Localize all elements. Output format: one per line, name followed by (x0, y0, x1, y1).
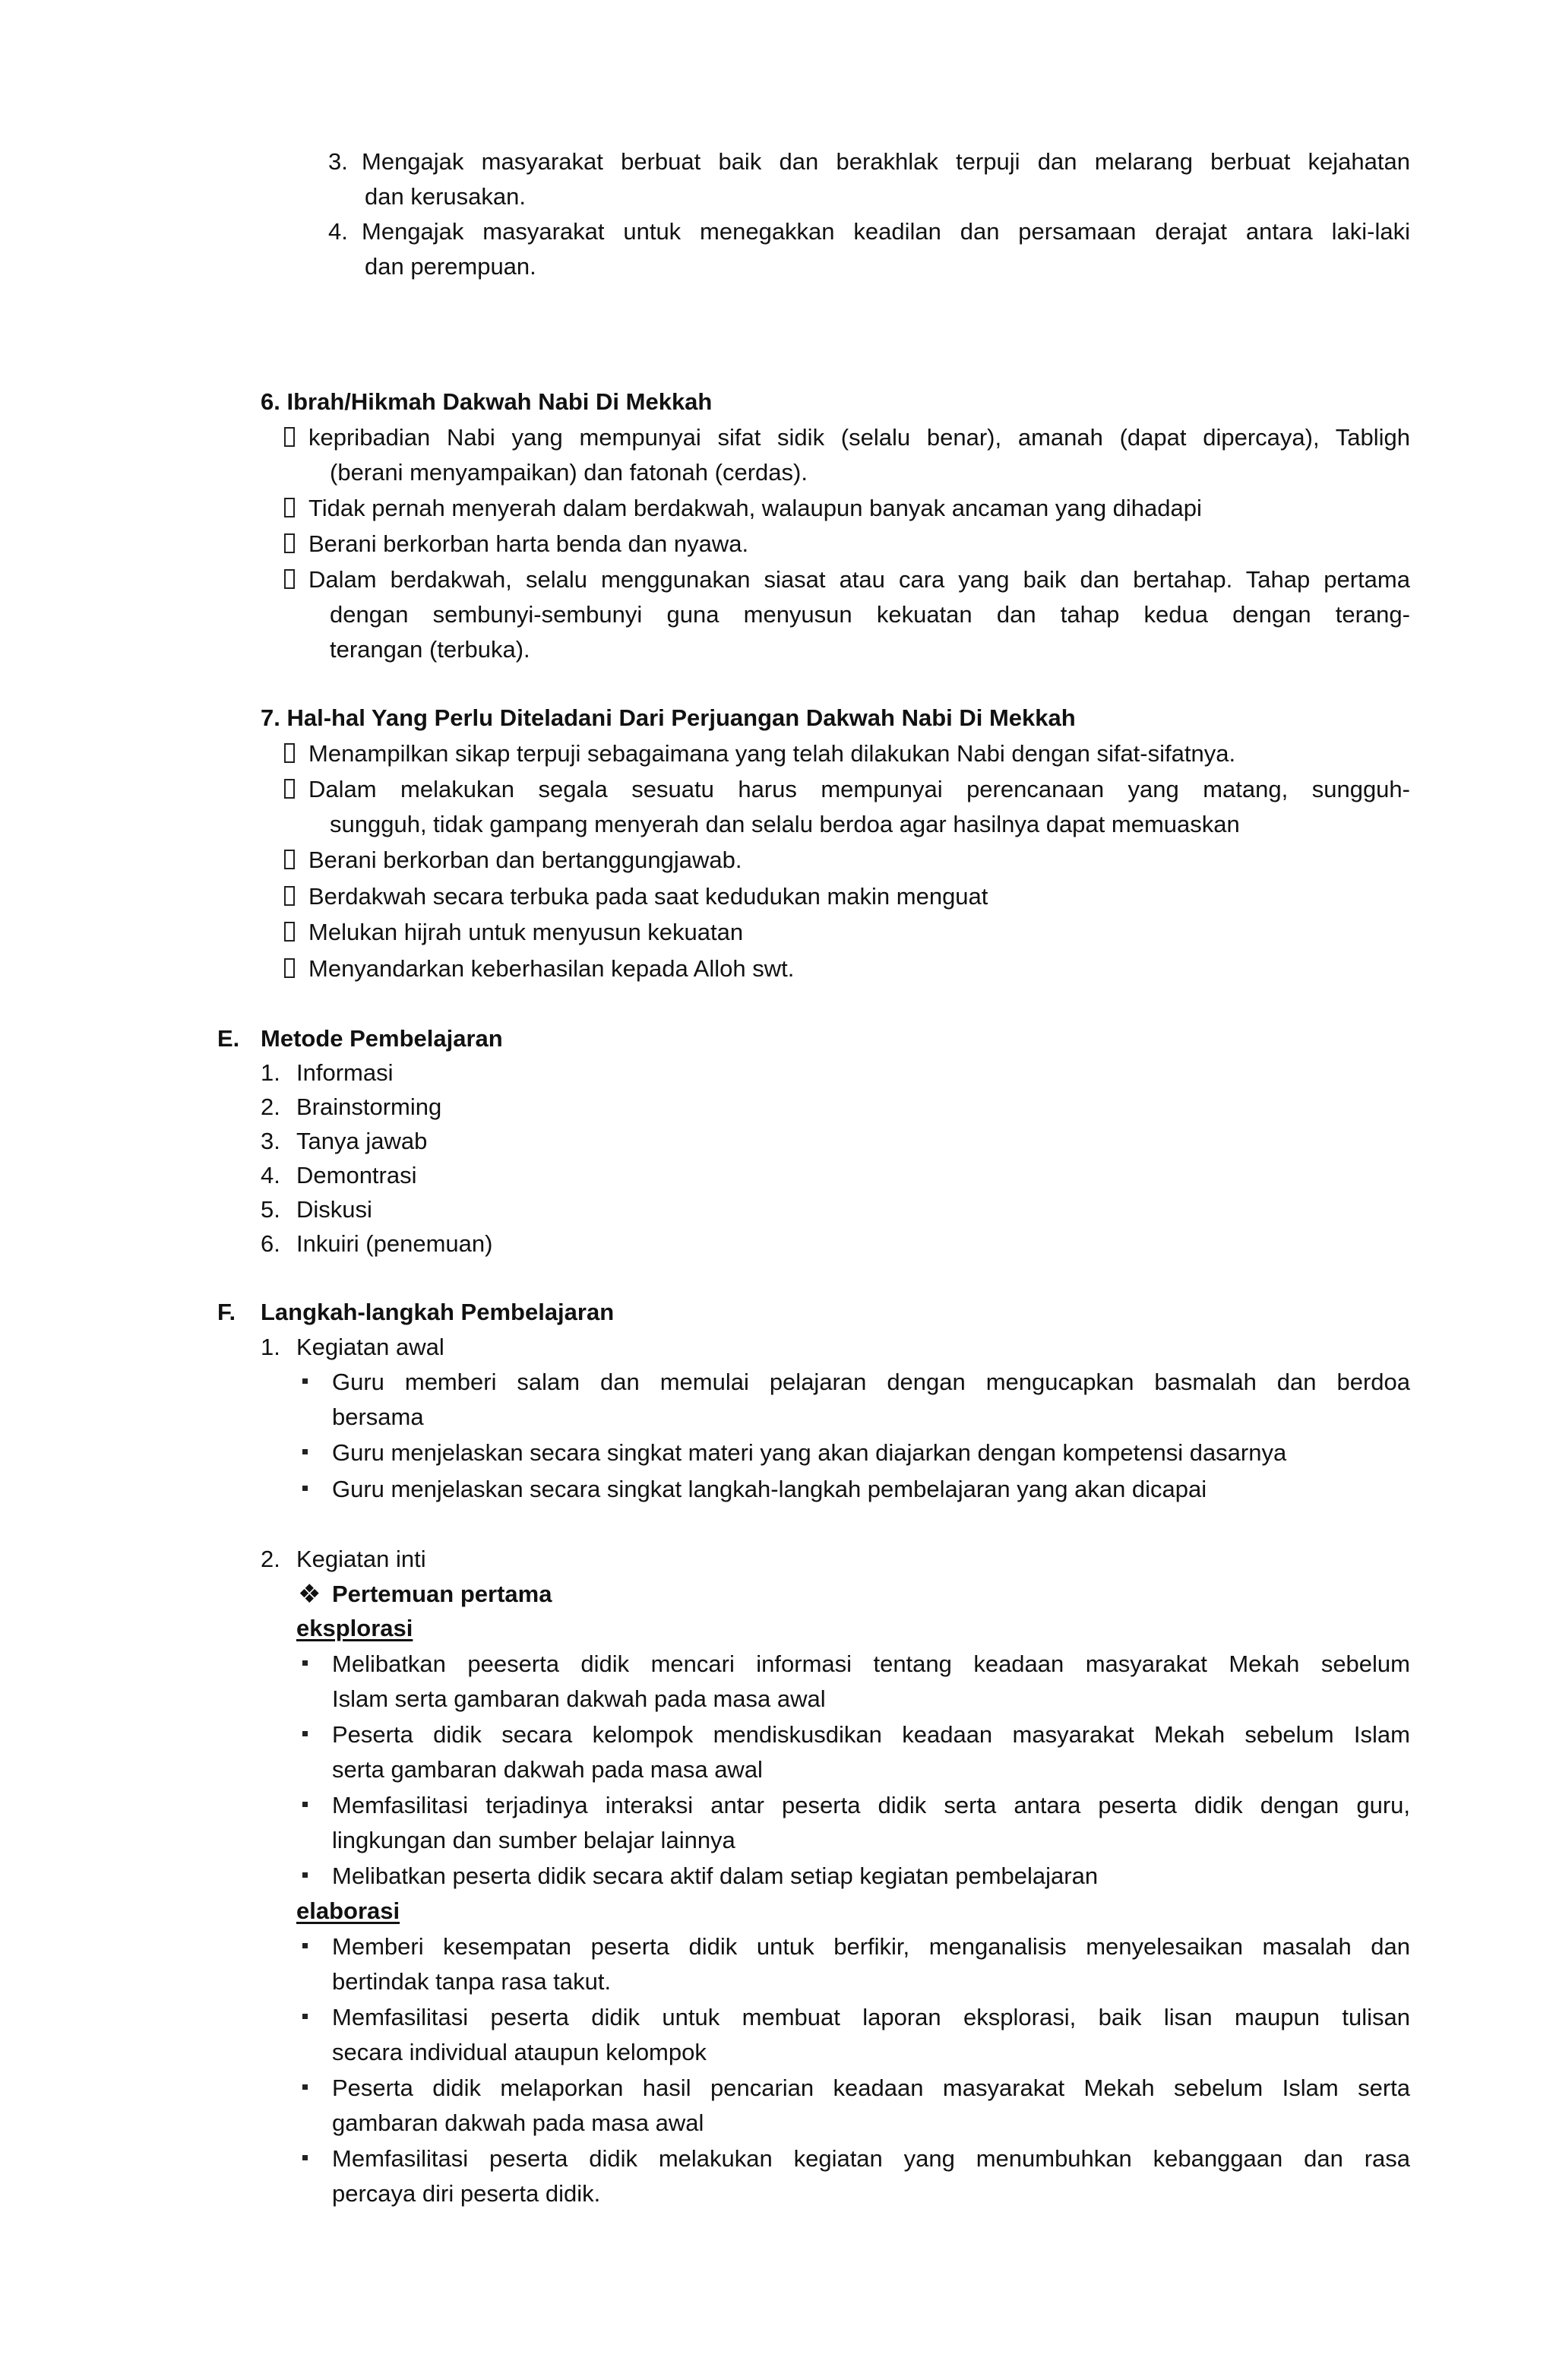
list-item-text: serta gambaran dakwah pada masa awal (332, 1756, 763, 1783)
section-7-heading: 7. Hal-hal Yang Perlu Diteladani Dari Perjuangan Dakwah Nabi Di Mekkah (261, 704, 1076, 731)
list-item-text: Dalam melakukan segala sesuatu harus mempunyai perencanaan yang matang, sungguh- (308, 776, 1410, 802)
list-item-text: Guru menjelaskan secara singkat materi yang akan diajarkan dengan kompetensi dasarnya (332, 1439, 1287, 1466)
missing-glyph-bullet-icon (284, 569, 295, 589)
missing-glyph-bullet-icon (284, 427, 295, 447)
missing-glyph-bullet-icon (284, 779, 295, 799)
list-item-text: Melukan hijrah untuk menyusun kekuatan (308, 919, 744, 945)
list-item-text: Guru menjelaskan secara singkat langkah-langkah pembelajaran yang akan dicapai (332, 1476, 1207, 1502)
square-bullet-icon (302, 2084, 308, 2090)
list-item-text: bersama (332, 1404, 424, 1430)
list-item-text: Menampilkan sikap terpuji sebagaimana yang telah dilakukan Nabi dengan sifat-sifatnya. (308, 740, 1236, 767)
list-item-text: lingkungan dan sumber belajar lainnya (332, 1827, 735, 1853)
list-number: 4. (328, 218, 348, 245)
list-item-text: gambaran dakwah pada masa awal (332, 2109, 704, 2136)
list-item-text: Menyandarkan keberhasilan kepada Alloh swt. (308, 955, 795, 982)
list-item-text: kepribadian Nabi yang mempunyai sifat sidik (selalu benar), amanah (dapat dipercaya), Tabligh (308, 424, 1410, 451)
list-number: 5. (261, 1196, 280, 1223)
list-item-text: secara individual ataupun kelompok (332, 2039, 707, 2065)
section-e-heading: Metode Pembelajaran (261, 1025, 503, 1052)
list-item-text: percaya diri peserta didik. (332, 2180, 601, 2207)
square-bullet-icon (302, 2155, 308, 2160)
list-item-text: bertindak tanpa rasa takut. (332, 1968, 612, 1995)
square-bullet-icon (302, 1378, 308, 1384)
eksplorasi-label: eksplorasi (296, 1615, 413, 1641)
list-item-text: Memfasilitasi peserta didik melakukan kegiatan yang menumbuhkan kebanggaan dan rasa (332, 2145, 1410, 2172)
list-item-text: dengan sembunyi-sembunyi guna menyusun kekuatan dan tahap kedua dengan terang- (330, 601, 1410, 628)
list-item-text: Brainstorming (296, 1093, 442, 1120)
list-item-text: Guru memberi salam dan memulai pelajaran dengan mengucapkan basmalah dan berdoa (332, 1369, 1410, 1395)
missing-glyph-bullet-icon (284, 886, 295, 906)
section-e-letter: E. (217, 1025, 240, 1052)
list-item-text: Memfasilitasi terjadinya interaksi antar peserta didik serta antara peserta didik dengan guru, (332, 1792, 1410, 1818)
list-item-text: dan perempuan. (365, 253, 536, 280)
section-6-heading: 6. Ibrah/Hikmah Dakwah Nabi Di Mekkah (261, 388, 713, 415)
subsection-label: Kegiatan awal (296, 1334, 444, 1360)
list-item-text: Informasi (296, 1059, 394, 1086)
list-item-text: Mengajak masyarakat berbuat baik dan berakhlak terpuji dan melarang berbuat kejahatan (362, 148, 1410, 175)
list-item-text: Inkuiri (penemuan) (296, 1230, 493, 1257)
missing-glyph-bullet-icon (284, 922, 295, 942)
list-item-text: Tidak pernah menyerah dalam berdakwah, walaupun banyak ancaman yang dihadapi (308, 495, 1202, 521)
list-item-text: Demontrasi (296, 1162, 417, 1188)
section-f-letter: F. (217, 1299, 236, 1325)
list-item-text: Memfasilitasi peserta didik untuk membuat laporan eksplorasi, baik lisan maupun tulisan (332, 2004, 1410, 2030)
list-number: 2. (261, 1546, 280, 1572)
square-bullet-icon (302, 2014, 308, 2019)
list-item-text: Peserta didik melaporkan hasil pencarian keadaan masyarakat Mekah sebelum Islam serta (332, 2075, 1410, 2101)
list-item-text: Melibatkan peeserta didik mencari informasi tentang keadaan masyarakat Mekah sebelum (332, 1650, 1410, 1677)
list-item-text: Dalam berdakwah, selalu menggunakan siasat atau cara yang baik dan bertahap. Tahap pertama (308, 566, 1410, 593)
square-bullet-icon (302, 1872, 308, 1878)
list-item-text: Berani berkorban harta benda dan nyawa. (308, 530, 749, 557)
subsection-label: Kegiatan inti (296, 1546, 426, 1572)
list-item-text: terangan (terbuka). (330, 636, 530, 663)
square-bullet-icon (302, 1943, 308, 1948)
list-item-text: Melibatkan peserta didik secara aktif dalam setiap kegiatan pembelajaran (332, 1863, 1099, 1889)
list-number: 3. (328, 148, 348, 175)
list-number: 4. (261, 1162, 280, 1188)
missing-glyph-bullet-icon (284, 958, 295, 978)
square-bullet-icon (302, 1731, 308, 1736)
square-bullet-icon (302, 1486, 308, 1491)
list-item-text: Berdakwah secara terbuka pada saat kedudukan makin menguat (308, 883, 988, 910)
list-number: 2. (261, 1093, 280, 1120)
missing-glyph-bullet-icon (284, 533, 295, 553)
section-f-heading: Langkah-langkah Pembelajaran (261, 1299, 615, 1325)
list-number: 6. (261, 1230, 280, 1257)
list-item-text: Mengajak masyarakat untuk menegakkan keadilan dan persamaan derajat antara laki-laki (362, 218, 1410, 245)
list-number: 1. (261, 1059, 280, 1086)
list-number: 1. (261, 1334, 280, 1360)
list-item-text: Berani berkorban dan bertanggungjawab. (308, 847, 742, 873)
meeting-heading: Pertemuan pertama (332, 1581, 552, 1607)
list-item-text: sungguh, tidak gampang menyerah dan selalu berdoa agar hasilnya dapat memuaskan (330, 811, 1240, 837)
missing-glyph-bullet-icon (284, 498, 295, 517)
missing-glyph-bullet-icon (284, 850, 295, 869)
missing-glyph-bullet-icon (284, 743, 295, 763)
square-bullet-icon (302, 1449, 308, 1454)
list-number: 3. (261, 1128, 280, 1154)
square-bullet-icon (302, 1802, 308, 1807)
elaborasi-label: elaborasi (296, 1897, 400, 1924)
list-item-text: Memberi kesempatan peserta didik untuk berfikir, menganalisis menyelesaikan masalah dan (332, 1933, 1410, 1960)
list-item-text: dan kerusakan. (365, 183, 526, 210)
list-item-text: (berani menyampaikan) dan fatonah (cerdas). (330, 459, 808, 486)
list-item-text: Tanya jawab (296, 1128, 428, 1154)
diamond-bullet-icon: ❖ (298, 1580, 321, 1609)
list-item-text: Islam serta gambaran dakwah pada masa awal (332, 1685, 826, 1712)
square-bullet-icon (302, 1660, 308, 1666)
list-item-text: Diskusi (296, 1196, 372, 1223)
list-item-text: Peserta didik secara kelompok mendiskusdikan keadaan masyarakat Mekah sebelum Islam (332, 1721, 1410, 1748)
